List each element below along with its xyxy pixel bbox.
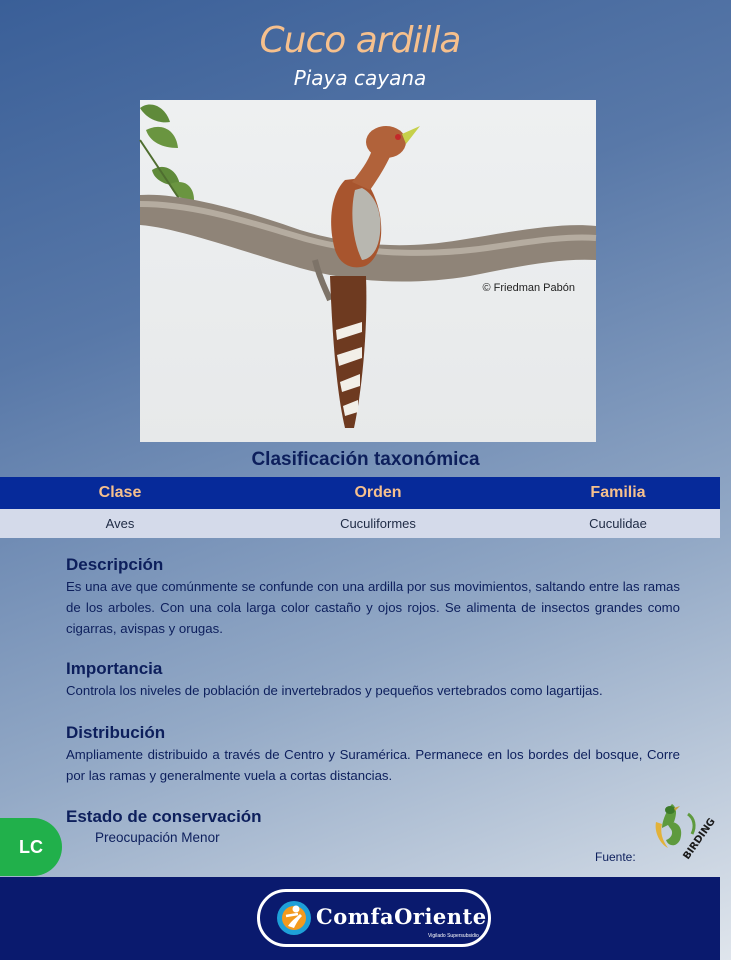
importance-section (66, 658, 680, 701)
distribution-section (66, 722, 680, 786)
taxonomy-value-row (0, 509, 720, 538)
species-common-name: Cuco ardilla (259, 20, 461, 61)
birding-logo-text: BIRDING (681, 816, 718, 862)
bird-illustration (140, 100, 596, 442)
importance-text: Controla los niveles de población de invertebrados y pequeños vertebrados como lagartijas. (66, 683, 603, 698)
taxonomy-table (0, 477, 720, 538)
description-title: Descripción (66, 555, 164, 574)
comfaoriente-logo[interactable] (257, 889, 491, 947)
taxonomy-val-clase: Aves (105, 516, 135, 531)
taxonomy-col-clase: Clase (98, 484, 142, 501)
species-scientific-name: Piaya cayana (293, 66, 427, 90)
conservation-section (66, 806, 680, 828)
footer-bar (0, 877, 720, 960)
photo-credit: © Friedman Pabón (482, 282, 575, 294)
conservation-status-text: Preocupación Menor (95, 830, 220, 845)
brand-name: ComfaOriente (316, 904, 487, 929)
taxonomy-val-orden: Cuculiformes (340, 516, 416, 531)
conservation-title: Estado de conservación (66, 807, 262, 826)
bird-logo-icon (648, 800, 718, 866)
importance-title: Importancia (66, 659, 163, 678)
description-section (66, 554, 680, 639)
brand-mark-icon (274, 898, 314, 938)
description-text: Es una ave que comúnmente se confunde con una ardilla por sus movimientos, saltando entre las ramas de los arboles. Con una cola larga color castaño y ojos rojos. Se alimenta de insectos grandes como cigarras, avispas y orugas. (66, 579, 680, 636)
conservation-status-badge: LC (0, 818, 62, 876)
brand-tagline: Vigilado Supersubsidio (428, 933, 479, 939)
birding-logo (648, 800, 718, 866)
taxonomy-header-row (0, 477, 720, 509)
bird-photo (140, 100, 596, 442)
distribution-text: Ampliamente distribuido a través de Centro y Suramérica. Permanece en los bordes del bosque, Corre por las ramas y generalmente vuela a cortas distancias. (66, 747, 680, 783)
taxonomy-col-orden: Orden (354, 484, 402, 501)
taxonomy-heading: Clasificación taxonómica (251, 449, 480, 470)
taxonomy-val-familia: Cuculidae (589, 516, 647, 531)
source-label: Fuente: (595, 850, 636, 864)
distribution-title: Distribución (66, 723, 166, 742)
taxonomy-col-familia: Familia (590, 484, 646, 501)
